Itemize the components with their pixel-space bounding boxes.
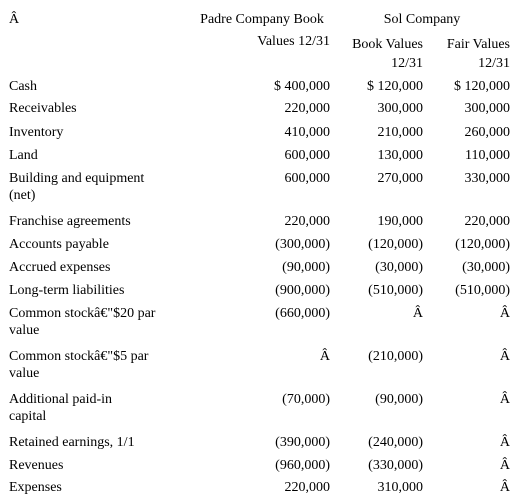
row-label: Retained earnings, 1/1 [9, 435, 135, 450]
sol-fair-value: 260,000 [464, 125, 510, 140]
padre-value: (960,000) [275, 458, 330, 473]
sol-book-value: 310,000 [377, 480, 423, 495]
row-label: Additional paid-in capital [9, 392, 113, 424]
sol-book-value: (120,000) [368, 237, 423, 252]
corner-mark: Â [9, 12, 20, 27]
padre-value: Â [319, 349, 330, 364]
sol-fair-value: Â [499, 392, 510, 407]
padre-header-line2: Values 12/31 [257, 34, 330, 49]
padre-value: (300,000) [275, 237, 330, 252]
sol-fair-value: Â [499, 480, 510, 495]
row-label: Receivables [9, 101, 77, 116]
row-label: Cash [9, 79, 37, 94]
row-label: Building and equipment (net) [9, 171, 145, 203]
sol-fair-header-line1: Fair Values [446, 37, 510, 52]
row-label: Land [9, 148, 38, 163]
row-label: Common stockâ€"$20 par value [9, 306, 156, 338]
row-label: Common stockâ€"$5 par value [9, 349, 149, 381]
sol-fair-value: Â [499, 349, 510, 364]
row-label: Long-term liabilities [9, 283, 125, 298]
sol-book-value: Â [412, 306, 423, 321]
sol-fair-value: Â [499, 435, 510, 450]
row-label: Revenues [9, 458, 64, 473]
sol-book-value: (30,000) [375, 260, 423, 275]
sol-fair-value: (120,000) [455, 237, 510, 252]
sol-fair-value: (510,000) [455, 283, 510, 298]
sol-book-value: $ 120,000 [367, 79, 423, 94]
sol-book-value: 300,000 [377, 101, 423, 116]
padre-value: 410,000 [284, 125, 330, 140]
padre-value: (90,000) [282, 260, 330, 275]
sol-fair-value: 110,000 [465, 148, 510, 163]
sol-book-value: (330,000) [368, 458, 423, 473]
sol-book-value: 190,000 [377, 214, 423, 229]
sol-fair-value: Â [499, 306, 510, 321]
row-label: Franchise agreements [9, 214, 131, 229]
sol-fair-value: (30,000) [462, 260, 510, 275]
padre-header-line1: Padre Company Book [200, 12, 324, 27]
sol-fair-value: 300,000 [464, 101, 510, 116]
padre-value: (390,000) [275, 435, 330, 450]
sol-book-value: 130,000 [377, 148, 423, 163]
row-label: Accounts payable [9, 237, 109, 252]
sol-fair-value: $ 120,000 [454, 79, 510, 94]
sol-book-header-line1: Book Values [352, 37, 423, 52]
sol-fair-value: 330,000 [464, 171, 510, 186]
padre-value: (660,000) [275, 306, 330, 321]
padre-value: 220,000 [284, 101, 330, 116]
sol-company-header: Sol Company [383, 12, 461, 27]
sol-book-value: (510,000) [368, 283, 423, 298]
sol-book-value: 270,000 [377, 171, 423, 186]
padre-value: (70,000) [282, 392, 330, 407]
sol-fair-value: Â [499, 458, 510, 473]
sol-fair-header-line2: 12/31 [478, 56, 510, 71]
sol-book-value: (240,000) [368, 435, 423, 450]
padre-value: (900,000) [275, 283, 330, 298]
padre-value: 600,000 [284, 148, 330, 163]
row-label: Inventory [9, 125, 64, 140]
padre-value: 220,000 [284, 214, 330, 229]
sol-fair-value: 220,000 [464, 214, 510, 229]
sol-book-value: 210,000 [377, 125, 423, 140]
sol-book-value: (210,000) [368, 349, 423, 364]
padre-value: $ 400,000 [274, 79, 330, 94]
sol-book-value: (90,000) [375, 392, 423, 407]
row-label: Accrued expenses [9, 260, 111, 275]
padre-value: 600,000 [284, 171, 330, 186]
padre-value: 220,000 [284, 480, 330, 495]
sol-book-header-line2: 12/31 [391, 56, 423, 71]
row-label: Expenses [9, 480, 62, 495]
